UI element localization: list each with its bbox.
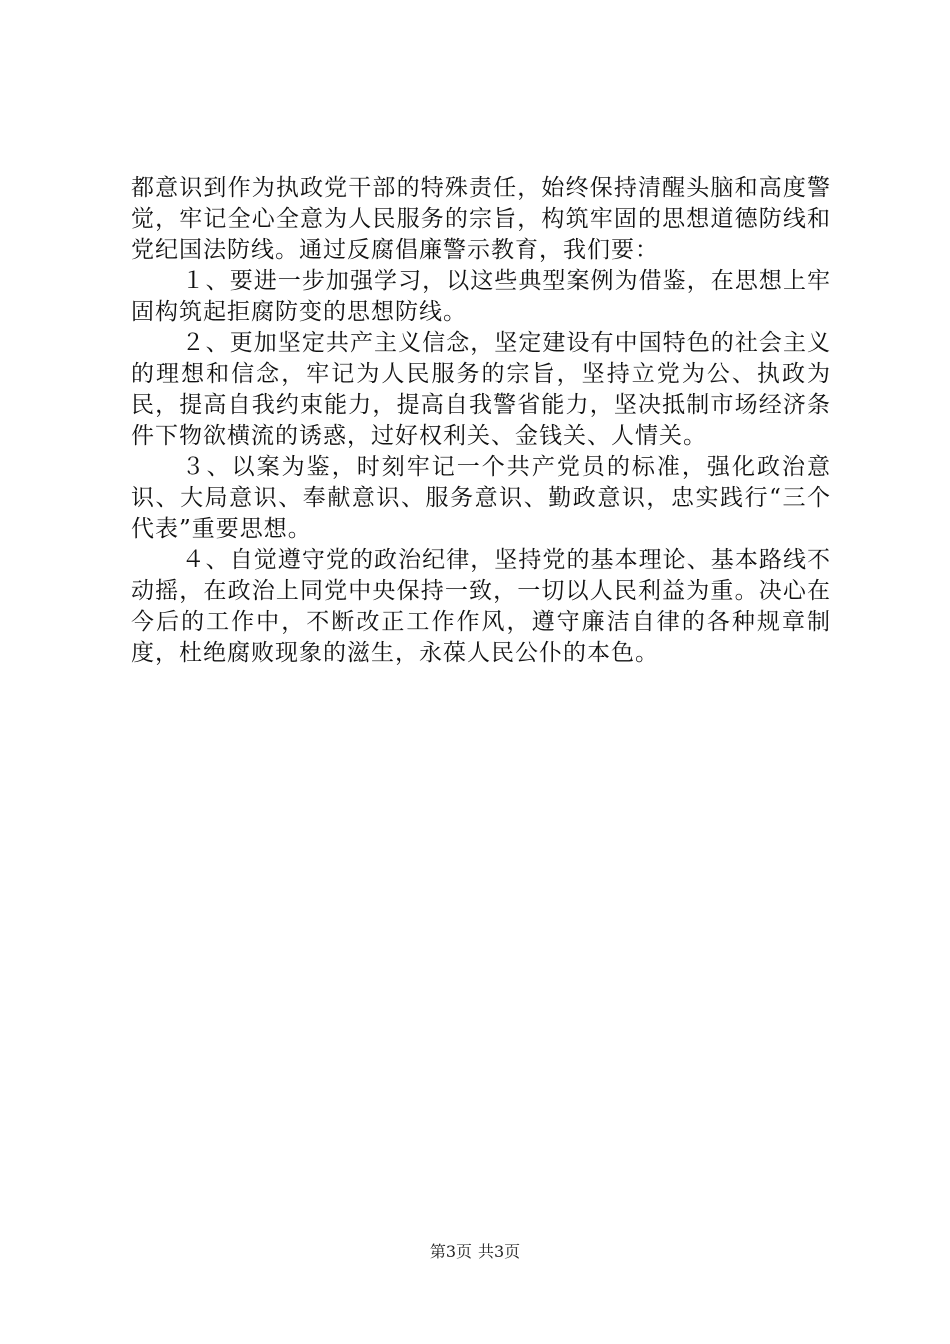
page-footer (0, 1242, 950, 1262)
paragraph-point-4: ４、自觉遵守党的政治纪律，坚持党的基本理论、基本路线不动摇，在政治上同党中央保持一致，一切以人民利益为重。决心在今后的工作中，不断改正工作作风，遵守廉洁自律的各种规章制度，杜绝腐败现象的滋生，永葆人民公仆的本色。 (131, 547, 831, 666)
paragraph-continuation: 都意识到作为执政党干部的特殊责任，始终保持清醒头脑和高度警觉，牢记全心全意为人民服务的宗旨，构筑牢固的思想道德防线和党纪国法防线。通过反腐倡廉警示教育，我们要： (131, 175, 831, 263)
page-number-total: 共3页 (478, 1242, 521, 1261)
paragraph-point-1: １、要进一步加强学习，以这些典型案例为借鉴，在思想上牢固构筑起拒腐防变的思想防线。 (131, 268, 831, 325)
document-body (131, 173, 831, 669)
paragraph-point-3: ３、以案为鉴，时刻牢记一个共产党员的标准，强化政治意识、大局意识、奉献意识、服务意识、勤政意识，忠实践行“三个代表”重要思想。 (131, 454, 831, 542)
paragraph-point-2: ２、更加坚定共产主义信念，坚定建设有中国特色的社会主义的理想和信念，牢记为人民服务的宗旨，坚持立党为公、执政为民，提高自我约束能力，提高自我警省能力，坚决抵制市场经济条件下物欲横流的诱惑，过好权利关、金钱关、人情关。 (131, 330, 831, 449)
page-number-current: 第3页 (429, 1242, 472, 1261)
